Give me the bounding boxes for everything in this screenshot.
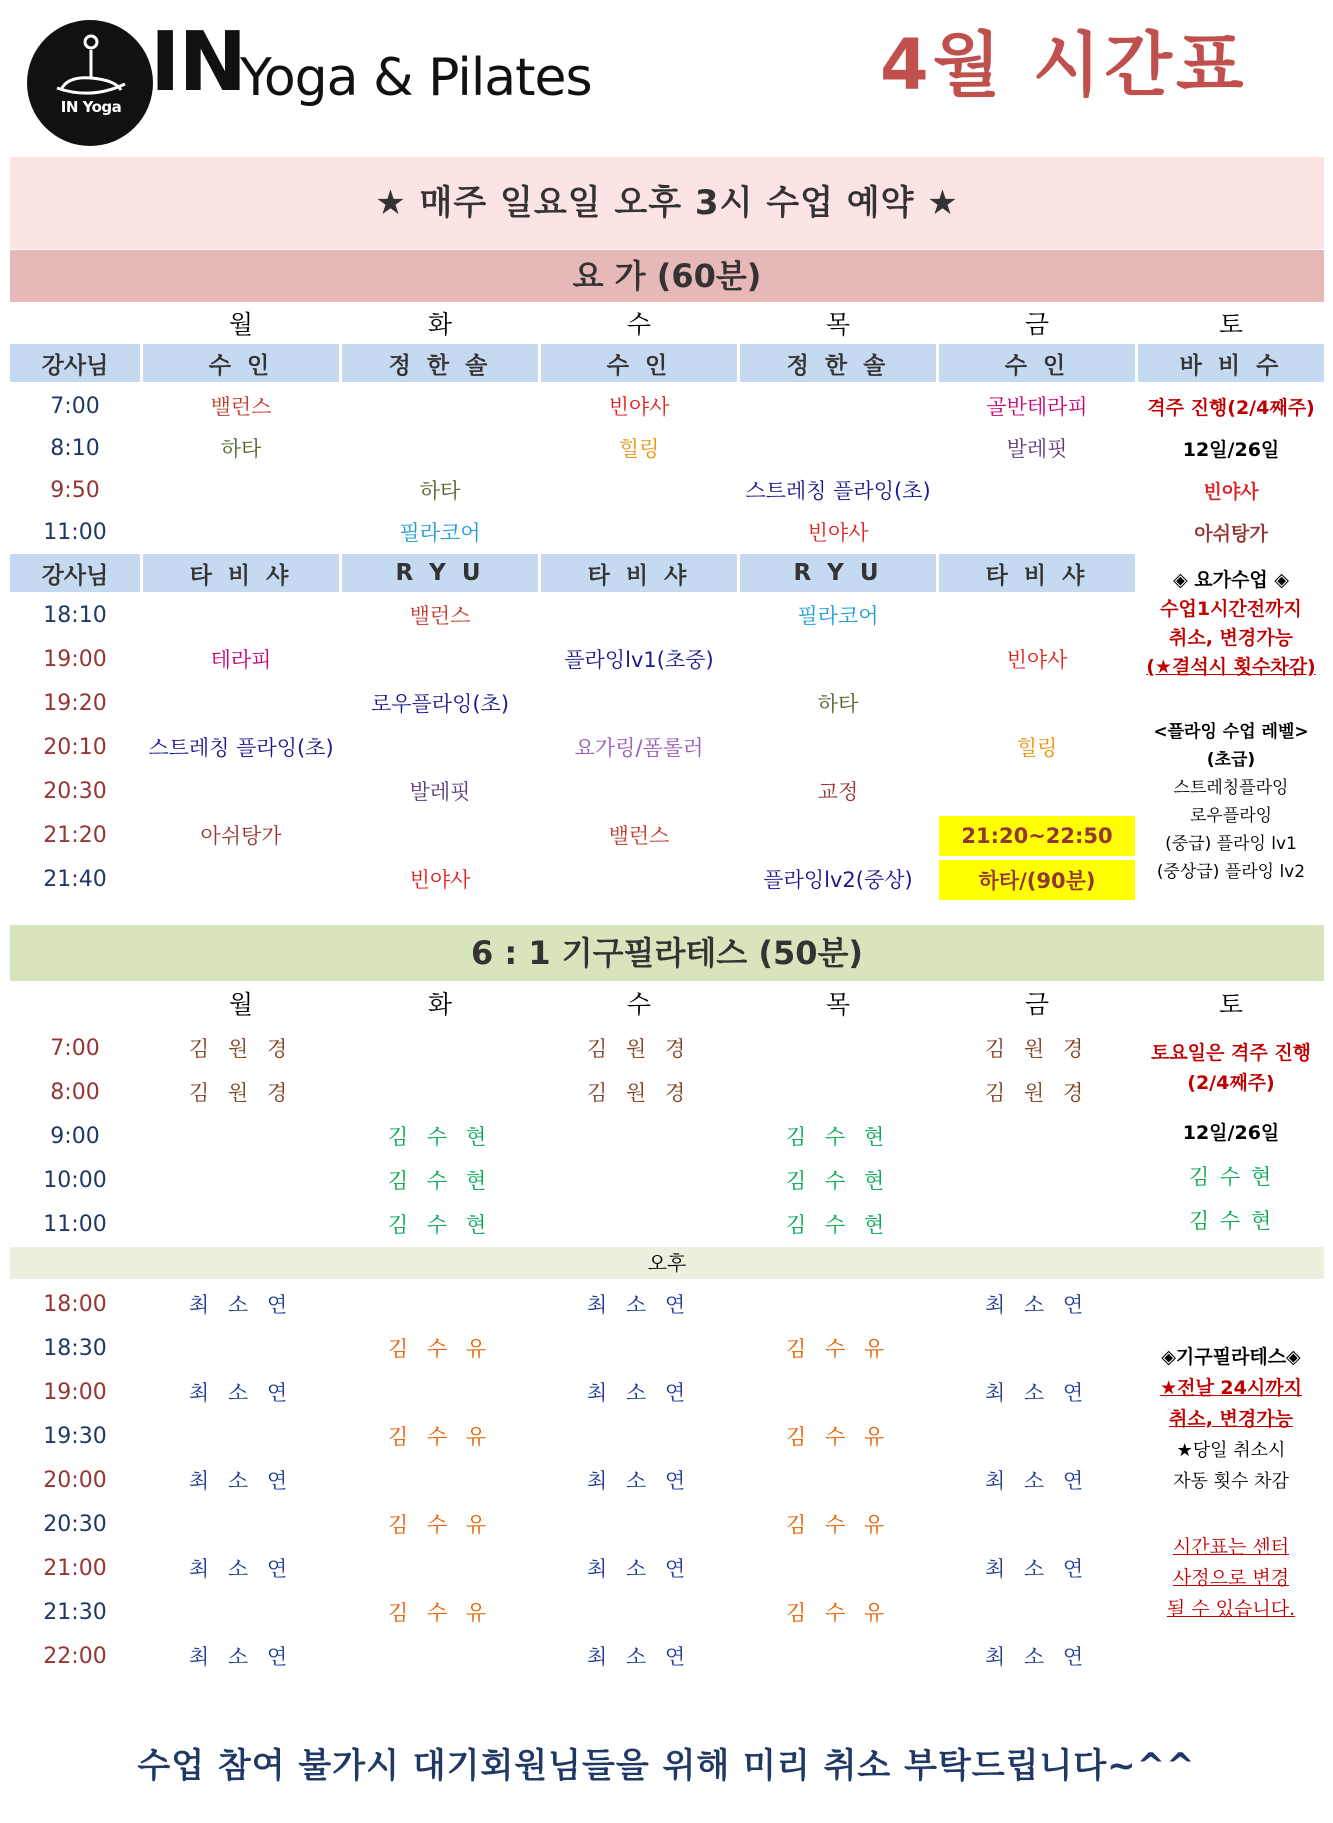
instructor-name: 수 인 xyxy=(143,344,339,382)
instructor-name: 타 비 샤 xyxy=(541,554,737,592)
day-header-row xyxy=(0,983,1333,1023)
day-header-row xyxy=(0,304,1333,342)
flying-level-line: (중급) 플라잉 lv1 xyxy=(1165,834,1297,854)
yoga-policy-heading: ◈ 요가수업 ◈ xyxy=(1173,569,1289,591)
class-cell: 요가링/폼롤러 xyxy=(574,736,704,760)
time-label: 11:00 xyxy=(43,519,107,545)
instructor-name: 정 한 솔 xyxy=(342,344,538,382)
time-label: 21:20 xyxy=(43,822,107,848)
yoga-time-row xyxy=(0,386,1333,426)
instructor-cell: 김 원 경 xyxy=(586,1037,692,1061)
class-cell: 빈야사 xyxy=(1203,480,1259,503)
instructor-name: 바 비 수 xyxy=(1138,344,1324,382)
instructor-cell: 최 소 연 xyxy=(586,1557,692,1581)
instructor-cell: 김 원 경 xyxy=(188,1037,294,1061)
yoga-policy-line: 수업1시간전까지 xyxy=(1160,598,1302,620)
instructor-cell: 김 수 현 xyxy=(785,1125,891,1149)
yoga-policy-line: 취소, 변경가능 xyxy=(1169,627,1293,649)
time-label: 21:00 xyxy=(43,1555,107,1581)
yoga-figure-icon xyxy=(27,20,153,146)
time-label: 20:30 xyxy=(43,1511,107,1537)
time-label: 18:00 xyxy=(43,1291,107,1317)
yoga-section-title: 요 가 (60분) xyxy=(10,250,1324,302)
pilates-time-row xyxy=(0,1503,1333,1545)
day-header: 금 xyxy=(1024,310,1050,339)
instructor-cell: 김 수 유 xyxy=(387,1337,493,1361)
time-label: 20:30 xyxy=(43,778,107,804)
class-cell: 하타 xyxy=(220,437,262,461)
pilates-time-row xyxy=(0,1027,1333,1069)
brand-name-rest: Yoga & Pilates xyxy=(240,48,592,108)
flying-level-line: (초급) xyxy=(1206,750,1256,770)
instructor-cell: 김 수 현 xyxy=(785,1169,891,1193)
instructor-name: R Y U xyxy=(342,554,538,592)
pilates-policy-heading: ◈기구필라테스◈ xyxy=(1161,1346,1301,1368)
flying-level-note xyxy=(1138,718,1324,886)
day-header: 토 xyxy=(1218,990,1244,1019)
yoga-time-row xyxy=(0,512,1333,552)
class-cell: 하타 xyxy=(419,479,461,503)
flying-level-heading: <플라잉 수업 레벨> xyxy=(1153,722,1309,742)
instructor-name: 타 비 샤 xyxy=(939,554,1135,592)
afternoon-label: 오후 xyxy=(10,1247,1324,1279)
class-cell: 플라잉lv1(초중) xyxy=(564,648,714,672)
time-label: 20:00 xyxy=(43,1467,107,1493)
instructor-name: 타 비 샤 xyxy=(143,554,339,592)
instructor-cell: 최 소 연 xyxy=(188,1381,294,1405)
pilates-time-row xyxy=(0,1415,1333,1457)
reservation-notice: ★ 매주 일요일 오후 3시 수업 예약 ★ xyxy=(10,157,1324,249)
instructor-row xyxy=(0,554,1333,592)
flying-level-line: (중상급) 플라잉 lv2 xyxy=(1156,862,1306,882)
day-header: 금 xyxy=(1024,990,1050,1019)
time-label: 8:00 xyxy=(50,1079,100,1105)
flying-level-line: 스트레칭플라잉 xyxy=(1173,778,1289,798)
class-cell: 발레핏 xyxy=(409,780,471,804)
instructor-cell: 최 소 연 xyxy=(984,1469,1090,1493)
time-label: 18:30 xyxy=(43,1335,107,1361)
day-header: 목 xyxy=(825,310,851,339)
instructor-cell: 김 수 유 xyxy=(387,1425,493,1449)
class-cell: 빈야사 xyxy=(807,521,869,545)
day-header: 수 xyxy=(626,310,652,339)
pilates-time-row xyxy=(0,1203,1333,1245)
pilates-time-row xyxy=(0,1327,1333,1369)
instructor-cell: 최 소 연 xyxy=(984,1381,1090,1405)
time-label: 7:00 xyxy=(50,1035,100,1061)
instructor-cell: 최 소 연 xyxy=(586,1645,692,1669)
pilates-time-row xyxy=(0,1591,1333,1633)
class-cell: 테라피 xyxy=(210,648,272,672)
saturday-note-line: (2/4째주) xyxy=(1187,1072,1275,1094)
class-cell: 플라잉lv2(중상) xyxy=(763,868,913,892)
instructor-cell: 최 소 연 xyxy=(984,1645,1090,1669)
yoga-policy-note xyxy=(1138,566,1324,682)
time-label: 7:00 xyxy=(50,393,100,419)
instructor-cell: 김 수 현 xyxy=(387,1169,493,1193)
saturday-instructor: 김 수 현 xyxy=(1188,1209,1274,1233)
yoga-time-row xyxy=(0,682,1333,724)
time-label: 19:00 xyxy=(43,646,107,672)
class-cell: 힐링 xyxy=(1016,736,1058,760)
class-cell: 밸런스 xyxy=(409,604,471,628)
class-cell: 하타 xyxy=(817,692,859,716)
pilates-policy-line: 자동 횟수 차감 xyxy=(1173,1471,1289,1492)
instructor-cell: 김 수 유 xyxy=(387,1601,493,1625)
class-cell: 필라코어 xyxy=(797,604,879,628)
pilates-policy-line: 취소, 변경가능 xyxy=(1169,1408,1293,1430)
class-cell: 빈야사 xyxy=(409,868,471,892)
time-label: 9:00 xyxy=(50,1123,100,1149)
class-cell: 밸런스 xyxy=(608,824,670,848)
yoga-time-row xyxy=(0,470,1333,510)
logo-text: IN Yoga xyxy=(60,98,122,116)
class-cell: 아쉬탕가 xyxy=(200,824,282,848)
cancellation-request: 수업 참여 불가시 대기회원님들을 위해 미리 취소 부탁드립니다~^^ xyxy=(137,1746,1196,1786)
class-cell: 하타/(90분) xyxy=(939,860,1135,900)
class-cell: 스트레칭 플라잉(초) xyxy=(745,479,931,503)
yoga-time-row xyxy=(0,428,1333,468)
class-cell: 21:20~22:50 xyxy=(939,816,1135,856)
instructor-name: 수 인 xyxy=(541,344,737,382)
instructor-cell: 김 수 유 xyxy=(785,1425,891,1449)
yoga-time-row xyxy=(0,726,1333,768)
class-cell: 밸런스 xyxy=(210,395,272,419)
header xyxy=(0,0,1333,150)
time-label: 21:40 xyxy=(43,866,107,892)
time-label: 19:30 xyxy=(43,1423,107,1449)
instructor-cell: 최 소 연 xyxy=(188,1645,294,1669)
instructor-cell: 최 소 연 xyxy=(586,1469,692,1493)
pilates-policy-line: ★전날 24시까지 xyxy=(1160,1377,1302,1399)
day-header: 월 xyxy=(228,990,254,1019)
pilates-policy-line: ★당일 취소시 xyxy=(1176,1440,1286,1461)
class-cell: 발레핏 xyxy=(1006,437,1068,461)
time-label: 18:10 xyxy=(43,602,107,628)
schedule-change-line: 시간표는 센터 xyxy=(1172,1536,1290,1558)
class-cell: 필라코어 xyxy=(399,521,481,545)
class-cell: 빈야사 xyxy=(608,395,670,419)
time-label: 20:10 xyxy=(43,734,107,760)
class-cell: 12일/26일 xyxy=(1182,438,1280,461)
yoga-time-row xyxy=(0,770,1333,812)
time-label: 22:00 xyxy=(43,1643,107,1669)
pilates-time-row xyxy=(0,1547,1333,1589)
instructor-cell: 김 원 경 xyxy=(188,1081,294,1105)
time-label: 9:50 xyxy=(50,477,100,503)
instructor-cell: 김 수 유 xyxy=(785,1601,891,1625)
time-label: 11:00 xyxy=(43,1211,107,1237)
instructor-cell: 김 원 경 xyxy=(984,1037,1090,1061)
schedule-change-line: 될 수 있습니다. xyxy=(1166,1598,1296,1620)
pilates-time-row xyxy=(0,1635,1333,1677)
instructor-name: 정 한 솔 xyxy=(740,344,936,382)
saturday-dates: 12일/26일 xyxy=(1182,1122,1280,1144)
pilates-time-row xyxy=(0,1115,1333,1157)
instructor-cell: 김 수 현 xyxy=(387,1125,493,1149)
class-cell: 로우플라잉(초) xyxy=(370,692,510,716)
class-cell: 교정 xyxy=(817,780,859,804)
pilates-time-row xyxy=(0,1159,1333,1201)
instructor-cell: 김 수 현 xyxy=(387,1213,493,1237)
class-cell: 아쉬탕가 xyxy=(1194,522,1268,545)
day-header: 토 xyxy=(1218,310,1244,339)
instructor-name: R Y U xyxy=(740,554,936,592)
day-header: 월 xyxy=(228,310,254,339)
instructor-cell: 최 소 연 xyxy=(586,1293,692,1317)
time-label: 10:00 xyxy=(43,1167,107,1193)
instructor-cell: 최 소 연 xyxy=(188,1469,294,1493)
yoga-time-row xyxy=(0,594,1333,636)
instructor-cell: 김 수 현 xyxy=(785,1213,891,1237)
class-cell: 스트레칭 플라잉(초) xyxy=(148,736,334,760)
page-title: 4월 시간표 xyxy=(880,24,1248,106)
day-header: 화 xyxy=(427,990,453,1019)
instructor-cell: 최 소 연 xyxy=(984,1293,1090,1317)
day-header: 화 xyxy=(427,310,453,339)
instructor-cell: 김 수 유 xyxy=(785,1337,891,1361)
class-cell: 격주 진행(2/4째주) xyxy=(1147,396,1315,419)
instructor-cell: 김 수 유 xyxy=(785,1513,891,1537)
schedule-change-note xyxy=(1138,1532,1324,1625)
yoga-policy-line: (★결석시 횟수차감) xyxy=(1146,656,1316,678)
instructor-label: 강사님 xyxy=(10,554,140,592)
instructor-cell: 김 원 경 xyxy=(984,1081,1090,1105)
instructor-cell: 김 원 경 xyxy=(586,1081,692,1105)
instructor-row xyxy=(0,344,1333,382)
saturday-instructor: 김 수 현 xyxy=(1188,1165,1274,1189)
time-label: 19:00 xyxy=(43,1379,107,1405)
flying-level-line: 로우플라잉 xyxy=(1189,806,1273,826)
pilates-time-row xyxy=(0,1371,1333,1413)
pilates-section-title: 6 : 1 기구필라테스 (50분) xyxy=(10,925,1324,981)
pilates-saturday-note xyxy=(1138,1038,1324,1098)
instructor-label: 강사님 xyxy=(10,344,140,382)
brand-logo xyxy=(27,20,153,146)
day-header: 목 xyxy=(825,990,851,1019)
instructor-cell: 최 소 연 xyxy=(984,1557,1090,1581)
brand-name-in: IN xyxy=(150,15,246,110)
yoga-time-row xyxy=(0,638,1333,680)
time-label: 8:10 xyxy=(50,435,100,461)
schedule-change-line: 사정으로 변경 xyxy=(1172,1567,1290,1589)
day-header: 수 xyxy=(626,990,652,1019)
class-cell: 골반테라피 xyxy=(986,395,1088,419)
time-label: 19:20 xyxy=(43,690,107,716)
instructor-cell: 최 소 연 xyxy=(586,1381,692,1405)
class-cell: 빈야사 xyxy=(1006,648,1068,672)
yoga-time-row xyxy=(0,858,1333,900)
pilates-time-row xyxy=(0,1283,1333,1325)
instructor-cell: 최 소 연 xyxy=(188,1557,294,1581)
saturday-note-line: 토요일은 격주 진행 xyxy=(1150,1042,1312,1064)
pilates-time-row xyxy=(0,1459,1333,1501)
pilates-time-row xyxy=(0,1071,1333,1113)
class-cell: 힐링 xyxy=(618,437,660,461)
pilates-policy-note xyxy=(1138,1342,1324,1497)
yoga-time-row xyxy=(0,814,1333,856)
instructor-cell: 최 소 연 xyxy=(188,1293,294,1317)
instructor-cell: 김 수 유 xyxy=(387,1513,493,1537)
instructor-name: 수 인 xyxy=(939,344,1135,382)
time-label: 21:30 xyxy=(43,1599,107,1625)
